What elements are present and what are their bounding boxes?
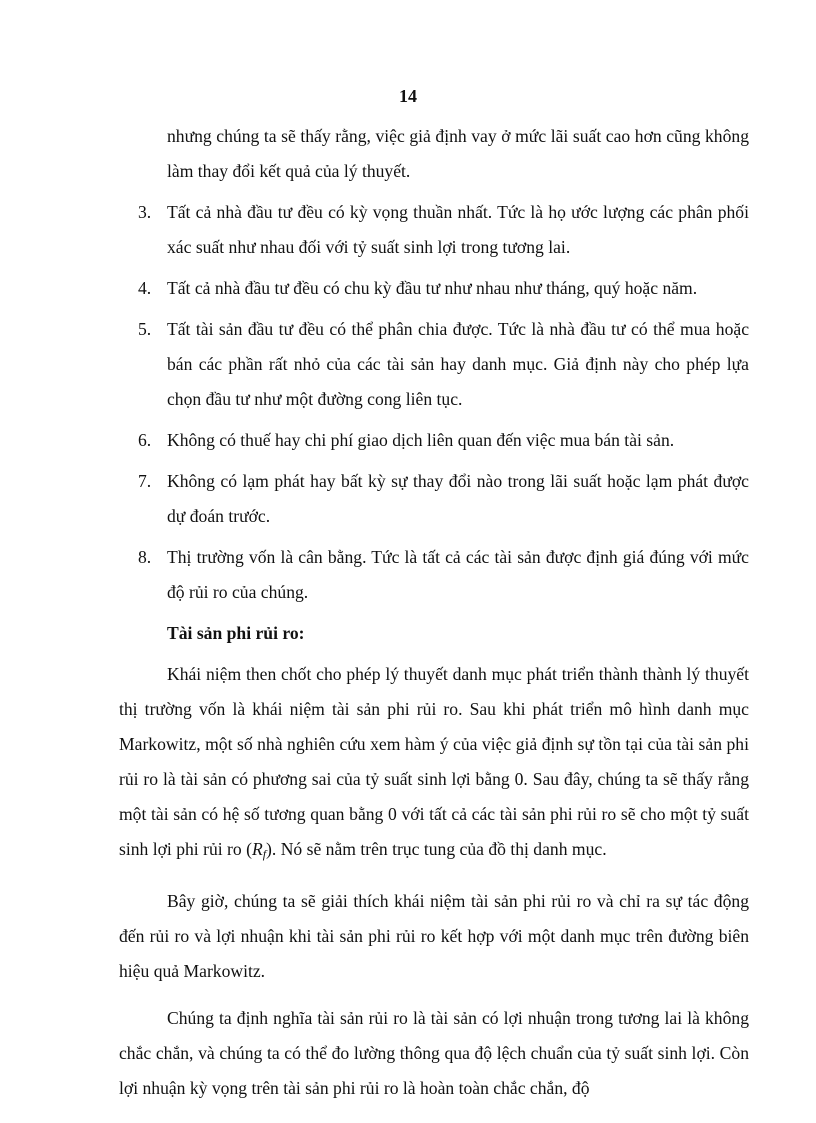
list-number: 4. xyxy=(138,278,152,298)
list-number: 3. xyxy=(138,202,152,222)
rf-symbol: R xyxy=(251,839,263,859)
paragraph-risky-asset-definition: Chúng ta định nghĩa tài sản rủi ro là tài sản có lợi nhuận trong tương lai là không chắc chắn, và chúng ta có thể đo lường thông qua độ lệch chuẩn của tỷ suất sinh lợi. Còn lợi nhuận kỳ vọng trên tài sản phi rủi ro là hoàn toàn chắc chắn, độ xyxy=(119,1008,749,1098)
list-item-3 xyxy=(119,195,749,265)
list-item-7 xyxy=(119,464,749,534)
list-item-text: Tất tài sản đầu tư đều có thể phân chia được. Tức là nhà đầu tư có thể mua hoặc bán các phần rất nhỏ của các tài sản hay danh mục. Giả định này cho phép lựa chọn đầu tư như một đường cong liên tục. xyxy=(167,319,749,409)
list-item-5 xyxy=(119,312,749,417)
list-number: 6. xyxy=(138,430,152,450)
list-item-text: Thị trường vốn là cân bằng. Tức là tất cả các tài sản được định giá đúng với mức độ rủi ro của chúng. xyxy=(167,547,749,602)
list-item-text: Không có thuế hay chi phí giao dịch liên quan đến việc mua bán tài sản. xyxy=(167,430,675,450)
list-item-text: Tất cả nhà đầu tư đều có kỳ vọng thuần nhất. Tức là họ ước lượng các phân phối xác suất như nhau đối với tỷ suất sinh lợi trong tương lai. xyxy=(167,202,749,257)
list-number: 5. xyxy=(138,319,152,339)
paragraph-text: Khái niệm then chốt cho phép lý thuyết danh mục phát triển thành thành lý thuyết thị trường vốn là khái niệm tài sản phi rủi ro. Sau khi phát triển mô hình danh mục Markowitz, một số nhà nghiên cứu xem hàm ý của việc giả định sự tồn tại của tài sản phi rủi ro là tài sản có phương sai của tỷ suất sinh lợi bằng 0. Sau đây, chúng ta sẽ thấy rằng một tài sản có hệ số tương quan bằng 0 với tất cả các tài sản phi rủi ro sẽ cho một tỷ suất sinh lợi phi rủi ro ( xyxy=(119,664,749,859)
list-item-text: Tất cả nhà đầu tư đều có chu kỳ đầu tư như nhau như tháng, quý hoặc năm. xyxy=(167,278,698,298)
list-item-6 xyxy=(119,423,749,458)
rf-subscript: f xyxy=(262,847,267,861)
list-item-8 xyxy=(119,540,749,610)
document-body xyxy=(119,119,749,1106)
section-heading: Tài sản phi rủi ro: xyxy=(167,623,305,643)
list-number: 8. xyxy=(138,547,152,567)
paragraph-text: ). Nó sẽ nằm trên trục tung của đồ thị danh mục. xyxy=(266,839,607,859)
page-number: 14 xyxy=(399,86,417,106)
list-number: 7. xyxy=(138,471,152,491)
paragraph-risk-free-concept xyxy=(119,657,749,872)
list-continuation: nhưng chúng ta sẽ thấy rằng, việc giả định vay ở mức lãi suất cao hơn cũng không làm thay đổi kết quả của lý thuyết. xyxy=(167,126,749,181)
list-item-4 xyxy=(119,271,749,306)
list-item-text: Không có lạm phát hay bất kỳ sự thay đổi nào trong lãi suất hoặc lạm phát được dự đoán trước. xyxy=(167,471,749,526)
paragraph-explanation: Bây giờ, chúng ta sẽ giải thích khái niệm tài sản phi rủi ro và chỉ ra sự tác động đến rủi ro và lợi nhuận khi tài sản phi rủi ro kết hợp với một danh mục trên đường biên hiệu quả Markowitz. xyxy=(119,891,749,981)
